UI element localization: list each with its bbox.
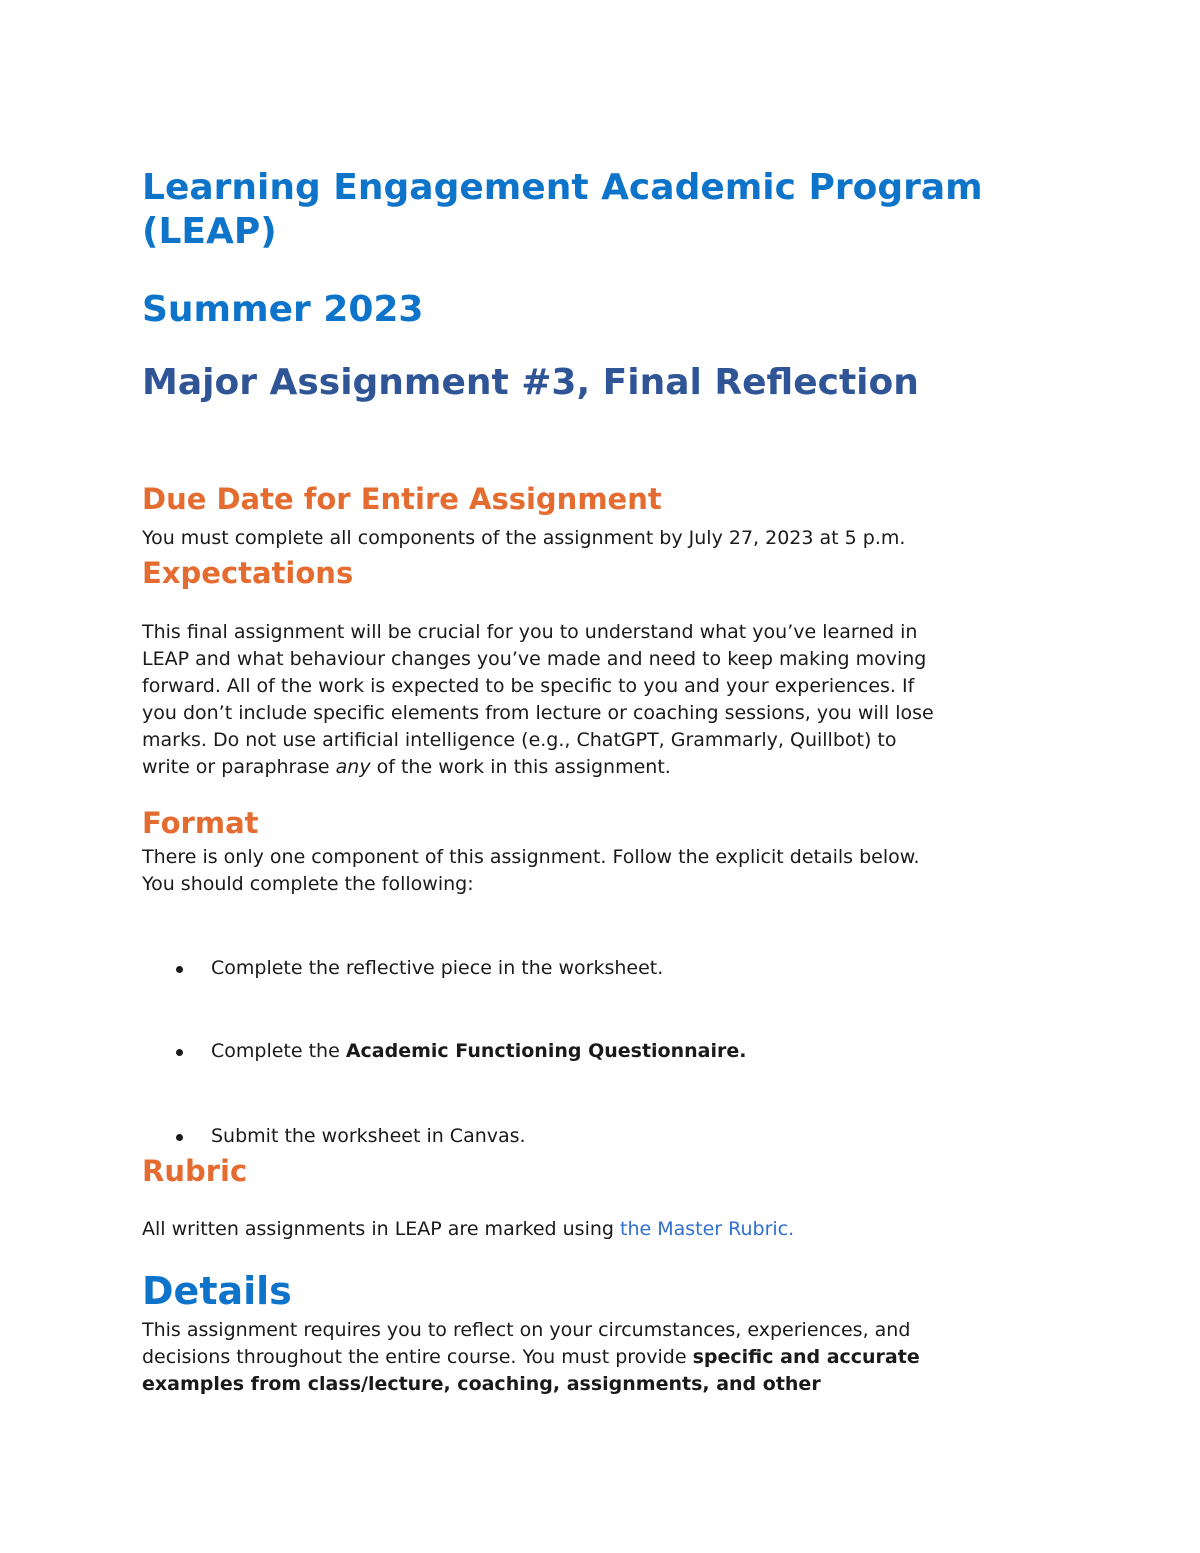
due-date-text	[142, 525, 1072, 552]
expectations-emphasis: any	[335, 756, 371, 778]
program-title	[142, 166, 1072, 254]
bullet-icon	[176, 1049, 183, 1056]
bullet-icon	[176, 1134, 183, 1141]
details-paragraph	[142, 1317, 1072, 1398]
bullet-icon	[176, 966, 183, 973]
format-heading: Format	[142, 806, 259, 840]
expectations-last-before: write or paraphrase	[142, 756, 336, 778]
details-line	[142, 1344, 1072, 1371]
rubric-line	[142, 1216, 1072, 1243]
expectations-line-last	[142, 754, 1072, 781]
details-line	[142, 1371, 1072, 1398]
program-title-line2: (LEAP)	[142, 211, 277, 252]
rubric-heading: Rubric	[142, 1154, 248, 1188]
format-paragraph	[142, 844, 1072, 898]
expectations-line: marks. Do not use artificial intelligence (e.g., ChatGPT, Grammarly, Quillbot) to	[142, 729, 897, 751]
list-item-text	[211, 1038, 746, 1065]
list-item-text: Complete the reflective piece in the worksheet.	[211, 957, 664, 979]
rubric-text: All written assignments in LEAP are marked using	[142, 1218, 620, 1240]
expectations-line: This final assignment will be crucial for you to understand what you’ve learned in	[142, 621, 918, 643]
list-item-text: Submit the worksheet in Canvas.	[211, 1125, 526, 1147]
program-title-line1: Learning Engagement Academic Program	[142, 167, 983, 208]
expectations-line: forward. All of the work is expected to be specific to you and your experiences. If	[142, 675, 915, 697]
rubric-paragraph	[142, 1216, 1072, 1243]
expectations-line: LEAP and what behaviour changes you’ve made and need to keep making moving	[142, 648, 927, 670]
format-line: There is only one component of this assignment. Follow the explicit details below.	[142, 846, 920, 868]
term-title: Summer 2023	[142, 289, 424, 330]
expectations-last-after: of the work in this assignment.	[370, 756, 671, 778]
due-date-heading: Due Date for Entire Assignment	[142, 482, 662, 516]
details-line3-bold: examples from class/lecture, coaching, assignments, and other	[142, 1373, 821, 1395]
details-line: This assignment requires you to reflect on your circumstances, experiences, and	[142, 1319, 911, 1341]
master-rubric-link[interactable]: the Master Rubric.	[620, 1218, 795, 1240]
details-line2-bold: specific and accurate	[692, 1346, 920, 1368]
details-line2-text: decisions throughout the entire course. You must provide	[142, 1346, 693, 1368]
expectations-heading: Expectations	[142, 556, 354, 590]
details-heading: Details	[142, 1269, 292, 1313]
due-date-line: You must complete all components of the assignment by July 27, 2023 at 5 p.m.	[142, 527, 906, 549]
list-item-text-before: Complete the	[211, 1040, 346, 1062]
questionnaire-name: Academic Functioning Questionnaire.	[345, 1040, 747, 1062]
format-line: You should complete the following:	[142, 873, 474, 895]
expectations-paragraph	[142, 619, 1072, 781]
expectations-line: you don’t include specific elements from lecture or coaching sessions, you will lose	[142, 702, 934, 724]
assignment-title: Major Assignment #3, Final Reflection	[142, 362, 919, 403]
